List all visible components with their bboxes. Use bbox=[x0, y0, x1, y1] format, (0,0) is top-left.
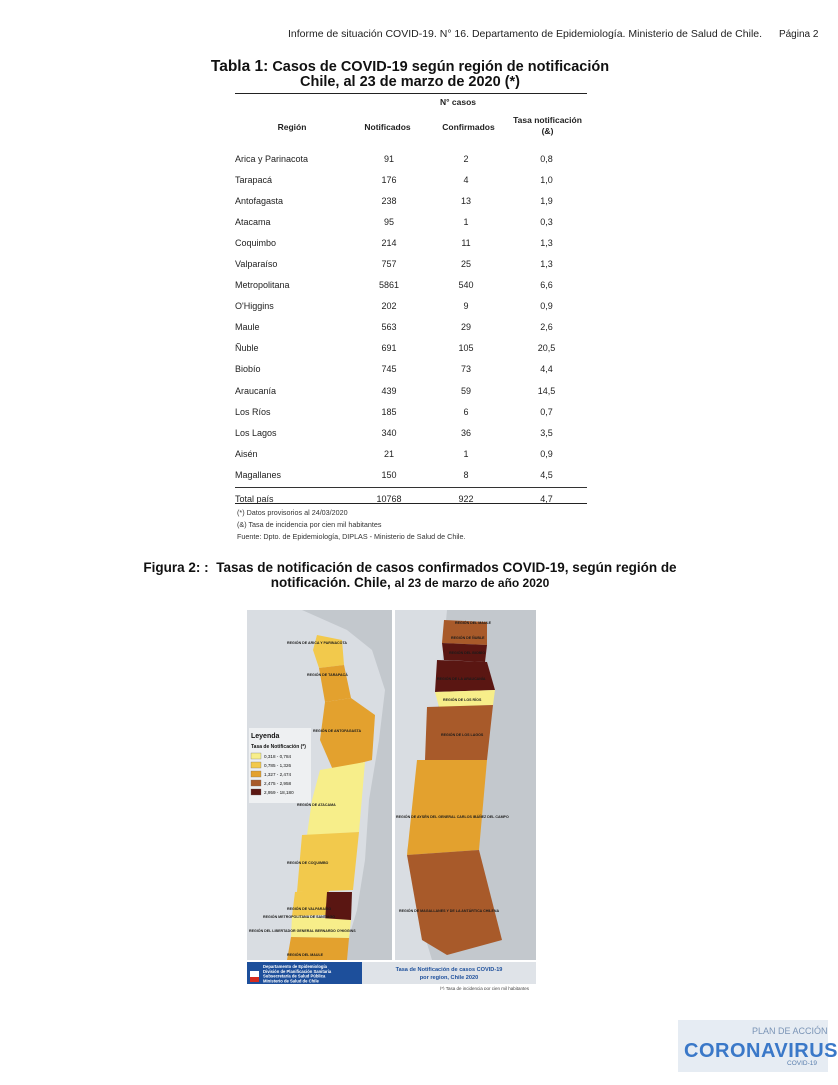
row-notificados: 439 bbox=[381, 385, 397, 396]
region-label: REGIÓN DE COQUIMBO bbox=[287, 861, 329, 865]
table-row bbox=[235, 232, 587, 253]
ministry-logo-top bbox=[250, 964, 259, 971]
legend-swatch bbox=[251, 762, 261, 768]
row-tasa: 0,8 bbox=[540, 153, 553, 164]
row-region: Magallanes bbox=[235, 469, 282, 480]
row-region: Los Lagos bbox=[235, 427, 277, 438]
ministry-logo-bottom bbox=[250, 977, 259, 982]
row-region: Valparaíso bbox=[235, 259, 278, 270]
legend-swatch bbox=[251, 771, 261, 777]
row-tasa: 4,5 bbox=[540, 469, 553, 480]
map-footer-title-2: por region, Chile 2020 bbox=[419, 975, 479, 981]
total-label: Total país bbox=[235, 493, 274, 504]
table-title-line1: Casos de COVID-19 según región de notificación bbox=[272, 59, 610, 75]
row-notificados: 238 bbox=[381, 195, 397, 206]
row-tasa: 6,6 bbox=[540, 280, 553, 291]
row-region: Maule bbox=[235, 322, 260, 333]
table-row bbox=[235, 338, 587, 359]
table-row bbox=[235, 422, 587, 443]
row-notificados: 340 bbox=[381, 427, 397, 438]
table-row bbox=[235, 169, 587, 190]
col-header-notificados: Notificados bbox=[364, 122, 411, 132]
region-label: REGIÓN DE LOS RÍOS bbox=[443, 698, 482, 702]
col-header-tasa bbox=[505, 115, 590, 137]
table-row bbox=[235, 443, 587, 464]
note-incidence: (&) Tasa de incidencia por cien mil habitantes bbox=[237, 520, 382, 529]
table-row bbox=[235, 359, 587, 380]
table-row bbox=[235, 296, 587, 317]
table-title-prefix: Tabla 1: bbox=[210, 58, 269, 75]
row-tasa: 4,4 bbox=[540, 364, 553, 375]
row-notificados: 691 bbox=[381, 343, 397, 354]
row-tasa: 0,3 bbox=[540, 216, 553, 227]
table-row bbox=[235, 253, 587, 274]
map-footer-title-1: Tasa de Notificación de casos COVID-19 bbox=[395, 967, 503, 973]
row-region: Metropolitana bbox=[235, 280, 290, 291]
page-header bbox=[288, 28, 818, 40]
col-header-tasa-line1: Tasa notificación bbox=[513, 115, 582, 125]
table-row bbox=[235, 275, 587, 296]
figure-title-line2b: al 23 de marzo de año 2020 bbox=[394, 576, 550, 590]
total-notificados: 10768 bbox=[376, 493, 402, 504]
table-title bbox=[150, 59, 670, 90]
page-number: Página 2 bbox=[778, 29, 819, 40]
cases-table bbox=[235, 148, 587, 486]
region-label: REGIÓN DE ÑUBLE bbox=[451, 636, 485, 640]
row-notificados: 5861 bbox=[378, 280, 400, 291]
row-region: Ñuble bbox=[235, 343, 259, 354]
row-region: O'Higgins bbox=[235, 301, 274, 312]
region-label: REGIÓN DEL BIOBÍO bbox=[449, 651, 486, 655]
legend-label: 2,959 - 18,180 bbox=[264, 790, 294, 795]
legend-label: 1,327 - 2,474 bbox=[264, 772, 292, 777]
row-tasa: 0,7 bbox=[540, 406, 553, 417]
legend-title: Leyenda bbox=[251, 733, 280, 740]
logo-plan-text: PLAN DE ACCIÓN bbox=[752, 1026, 828, 1036]
table-body bbox=[235, 148, 587, 486]
row-notificados: 91 bbox=[383, 153, 394, 164]
table-row bbox=[235, 148, 587, 169]
map-svg bbox=[247, 610, 536, 990]
table-row bbox=[235, 464, 587, 485]
row-confirmados: 29 bbox=[460, 322, 471, 333]
table-row bbox=[235, 401, 587, 422]
total-table bbox=[235, 488, 587, 509]
table-row bbox=[235, 211, 587, 232]
table-bottom-rule bbox=[235, 503, 587, 504]
col-header-region: Región bbox=[277, 122, 307, 132]
note-source: Fuente: Dpto. de Epidemiología, DIPLAS - Ministerio de Salud de Chile. bbox=[237, 532, 466, 541]
legend-label: 0,785 - 1,326 bbox=[264, 763, 292, 768]
figure-title-line2a: notificación. Chile, bbox=[270, 575, 391, 590]
map-footer-note: (*) Tasa de incidencia por cien mil habitantes bbox=[439, 986, 529, 990]
row-notificados: 202 bbox=[381, 301, 397, 312]
row-notificados: 185 bbox=[381, 406, 397, 417]
region-valparaiso bbox=[292, 890, 329, 916]
map-footer-line: Departamento de Epidemiología bbox=[263, 964, 327, 969]
table-title-line2: Chile, al 23 de marzo de 2020 (*) bbox=[299, 74, 520, 90]
row-confirmados: 105 bbox=[458, 343, 474, 354]
region-label: REGIÓN DE ARICA Y PARINACOTA bbox=[287, 641, 347, 645]
region-label: REGIÓN DE VALPARAÍSO bbox=[287, 907, 332, 911]
group-header: N° casos bbox=[440, 97, 477, 107]
total-row bbox=[235, 488, 587, 509]
row-tasa: 2,6 bbox=[540, 322, 553, 333]
total-confirmados: 922 bbox=[458, 493, 474, 504]
legend-swatch bbox=[251, 780, 261, 786]
row-tasa: 3,5 bbox=[540, 427, 553, 438]
row-confirmados: 13 bbox=[460, 195, 471, 206]
row-confirmados: 11 bbox=[461, 237, 471, 248]
row-confirmados: 36 bbox=[460, 427, 471, 438]
row-confirmados: 6 bbox=[463, 406, 469, 417]
row-notificados: 150 bbox=[381, 469, 397, 480]
row-region: Biobío bbox=[235, 364, 261, 375]
logo-coronavirus-text: CORONAVIRUS bbox=[684, 1040, 838, 1062]
table-row bbox=[235, 190, 587, 211]
row-tasa: 0,9 bbox=[540, 301, 553, 312]
row-region: Araucanía bbox=[235, 385, 277, 396]
map-footer-line: División de Planificación Sanitaria bbox=[263, 968, 332, 974]
figure-title bbox=[110, 560, 710, 591]
row-tasa: 1,3 bbox=[540, 259, 553, 270]
header-text: Informe de situación COVID-19. N° 16. Departamento de Epidemiología. Ministerio de Salud de Chile. bbox=[288, 28, 763, 40]
row-notificados: 745 bbox=[381, 364, 397, 375]
row-region: Aisén bbox=[235, 448, 258, 459]
legend-label: 2,475 - 2,958 bbox=[264, 781, 292, 786]
row-notificados: 757 bbox=[381, 259, 397, 270]
row-confirmados: 59 bbox=[460, 385, 471, 396]
row-notificados: 176 bbox=[381, 174, 397, 185]
legend-swatch bbox=[251, 789, 261, 795]
table-top-rule bbox=[235, 93, 587, 94]
table-row bbox=[235, 317, 587, 338]
row-region: Atacama bbox=[235, 216, 271, 227]
legend-swatch bbox=[251, 753, 261, 759]
region-label: REGIÓN DE LOS LAGOS bbox=[441, 733, 484, 737]
row-confirmados: 9 bbox=[463, 301, 469, 312]
col-header-confirmados: Confirmados bbox=[442, 122, 495, 132]
legend-label: 0,318 - 0,784 bbox=[264, 754, 292, 759]
row-tasa: 1,9 bbox=[540, 195, 553, 206]
row-confirmados: 25 bbox=[460, 259, 471, 270]
region-label: REGIÓN DE ANTOFAGASTA bbox=[313, 729, 362, 733]
region-label: REGIÓN DE AYSÉN DEL GENERAL CARLOS IBÁÑEZ DEL CAMPO bbox=[396, 815, 509, 819]
total-tasa: 4,7 bbox=[540, 493, 553, 504]
figure-title-line1: Tasas de notificación de casos confirmados COVID-19, según región de bbox=[216, 560, 677, 575]
row-confirmados: 1 bbox=[463, 216, 469, 227]
figure-title-prefix: Figura 2: : bbox=[143, 560, 209, 575]
row-confirmados: 73 bbox=[460, 364, 471, 375]
row-tasa: 1,3 bbox=[540, 237, 553, 248]
region-label: REGIÓN DEL MAULE bbox=[455, 621, 492, 625]
row-tasa: 1,0 bbox=[540, 174, 553, 185]
row-notificados: 21 bbox=[383, 448, 394, 459]
map-footer-line: Ministerio de Salud de Chile bbox=[263, 978, 319, 984]
row-tasa: 0,9 bbox=[540, 448, 553, 459]
row-region: Coquimbo bbox=[235, 237, 277, 248]
row-notificados: 563 bbox=[381, 322, 397, 333]
region-aysen bbox=[407, 760, 487, 855]
logo-covid-text: COVID-19 bbox=[787, 1060, 817, 1067]
region-label: REGIÓN DE LA ARAUCANÍA bbox=[437, 677, 486, 681]
note-provisional: (*) Datos provisorios al 24/03/2020 bbox=[237, 508, 348, 517]
region-label: REGIÓN DE TARAPACÁ bbox=[307, 673, 348, 677]
choropleth-map bbox=[247, 610, 536, 990]
row-confirmados: 8 bbox=[463, 469, 469, 480]
row-region: Arica y Parinacota bbox=[235, 153, 309, 164]
row-notificados: 95 bbox=[383, 216, 394, 227]
row-confirmados: 2 bbox=[463, 153, 469, 164]
region-label: REGIÓN DEL LIBERTADOR GENERAL BERNARDO O'HIGGINS bbox=[249, 929, 356, 933]
table-row bbox=[235, 380, 587, 401]
region-biobio bbox=[435, 660, 495, 692]
region-label: REGIÓN DE ATACAMA bbox=[297, 803, 336, 807]
row-region: Tarapacá bbox=[235, 174, 273, 185]
row-confirmados: 1 bbox=[463, 448, 469, 459]
row-tasa: 20,5 bbox=[537, 343, 556, 354]
col-header-tasa-line2: (&) bbox=[541, 126, 554, 136]
row-confirmados: 540 bbox=[458, 280, 474, 291]
region-label: REGIÓN DEL MAULE bbox=[287, 953, 324, 957]
region-label: REGIÓN METROPOLITANA DE SANTIAGO bbox=[263, 915, 336, 919]
legend-subtitle: Tasa de Notificación (*) bbox=[251, 744, 306, 750]
region-arica bbox=[313, 635, 344, 668]
row-confirmados: 4 bbox=[463, 174, 469, 185]
region-label: REGIÓN DE MAGALLANES Y DE LA ANTÁRTICA CHILENA bbox=[399, 909, 500, 913]
row-region: Antofagasta bbox=[235, 195, 284, 206]
row-tasa: 14,5 bbox=[537, 385, 556, 396]
row-region: Los Ríos bbox=[235, 406, 271, 417]
row-notificados: 214 bbox=[381, 237, 397, 248]
table-notes bbox=[237, 507, 466, 543]
map-footer-line: Subsecretaría de Salud Pública bbox=[263, 973, 326, 979]
